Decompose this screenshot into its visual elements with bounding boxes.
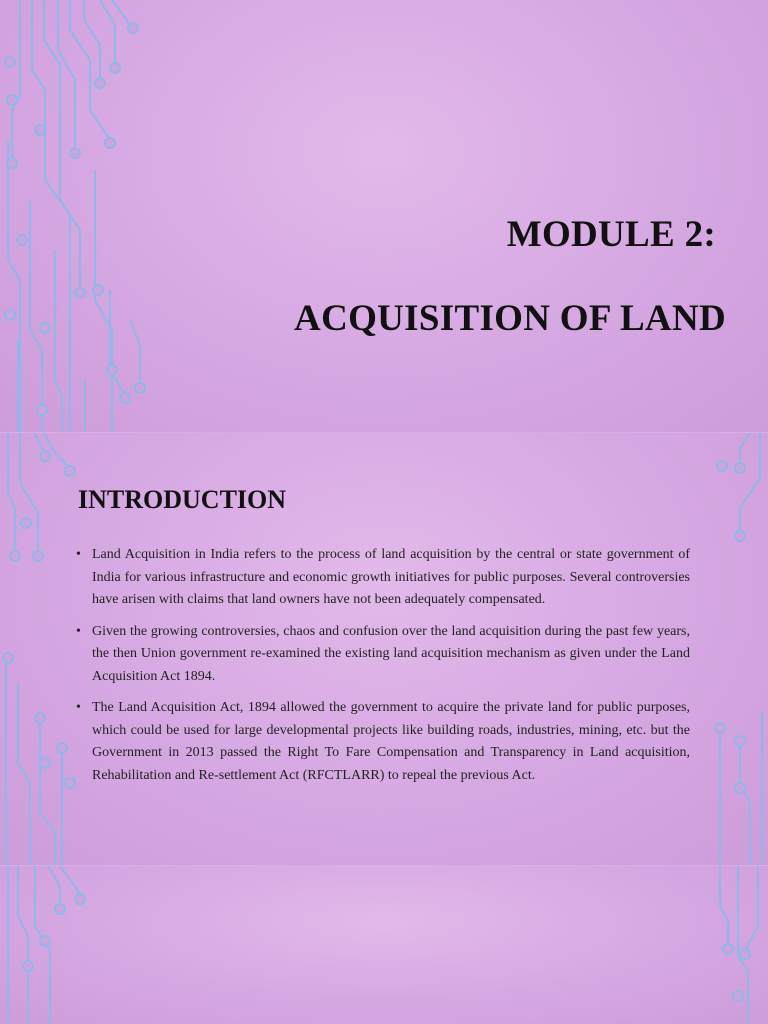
title-slide (0, 0, 768, 432)
next-slide-partial (0, 866, 768, 1024)
circuit-decoration-bottom (0, 866, 768, 1024)
module-title: MODULE 2: (506, 214, 716, 255)
bullet-item: • The Land Acquisition Act, 1894 allowed the government to acquire the private land for public purposes, which could be used for large developmental projects like building roads, industries, mining, etc. but the Government in 2013 passed the Right To Fare Compensation and Transparency in Land acquisition, Rehabilitation and Re-settlement Act (RFCTLARR) to repeal the previous Act. (76, 697, 690, 787)
bullet-list (76, 544, 690, 796)
bullet-item: • Given the growing controversies, chaos and confusion over the land acquisition during the past few years, the then Union government re-examined the existing land acquisition mechanism as given under the Land Acquisition Act 1894. (76, 621, 690, 689)
introduction-heading: INTRODUCTION (78, 485, 287, 514)
acquisition-title: ACQUISITION OF LAND (294, 298, 726, 339)
bullet-item: • Land Acquisition in India refers to the process of land acquisition by the central or state government of India for various infrastructure and economic growth initiatives for public purposes. Several controversies have arisen with claims that land owners have not been adequately compensated. (76, 544, 690, 612)
introduction-slide (0, 433, 768, 865)
